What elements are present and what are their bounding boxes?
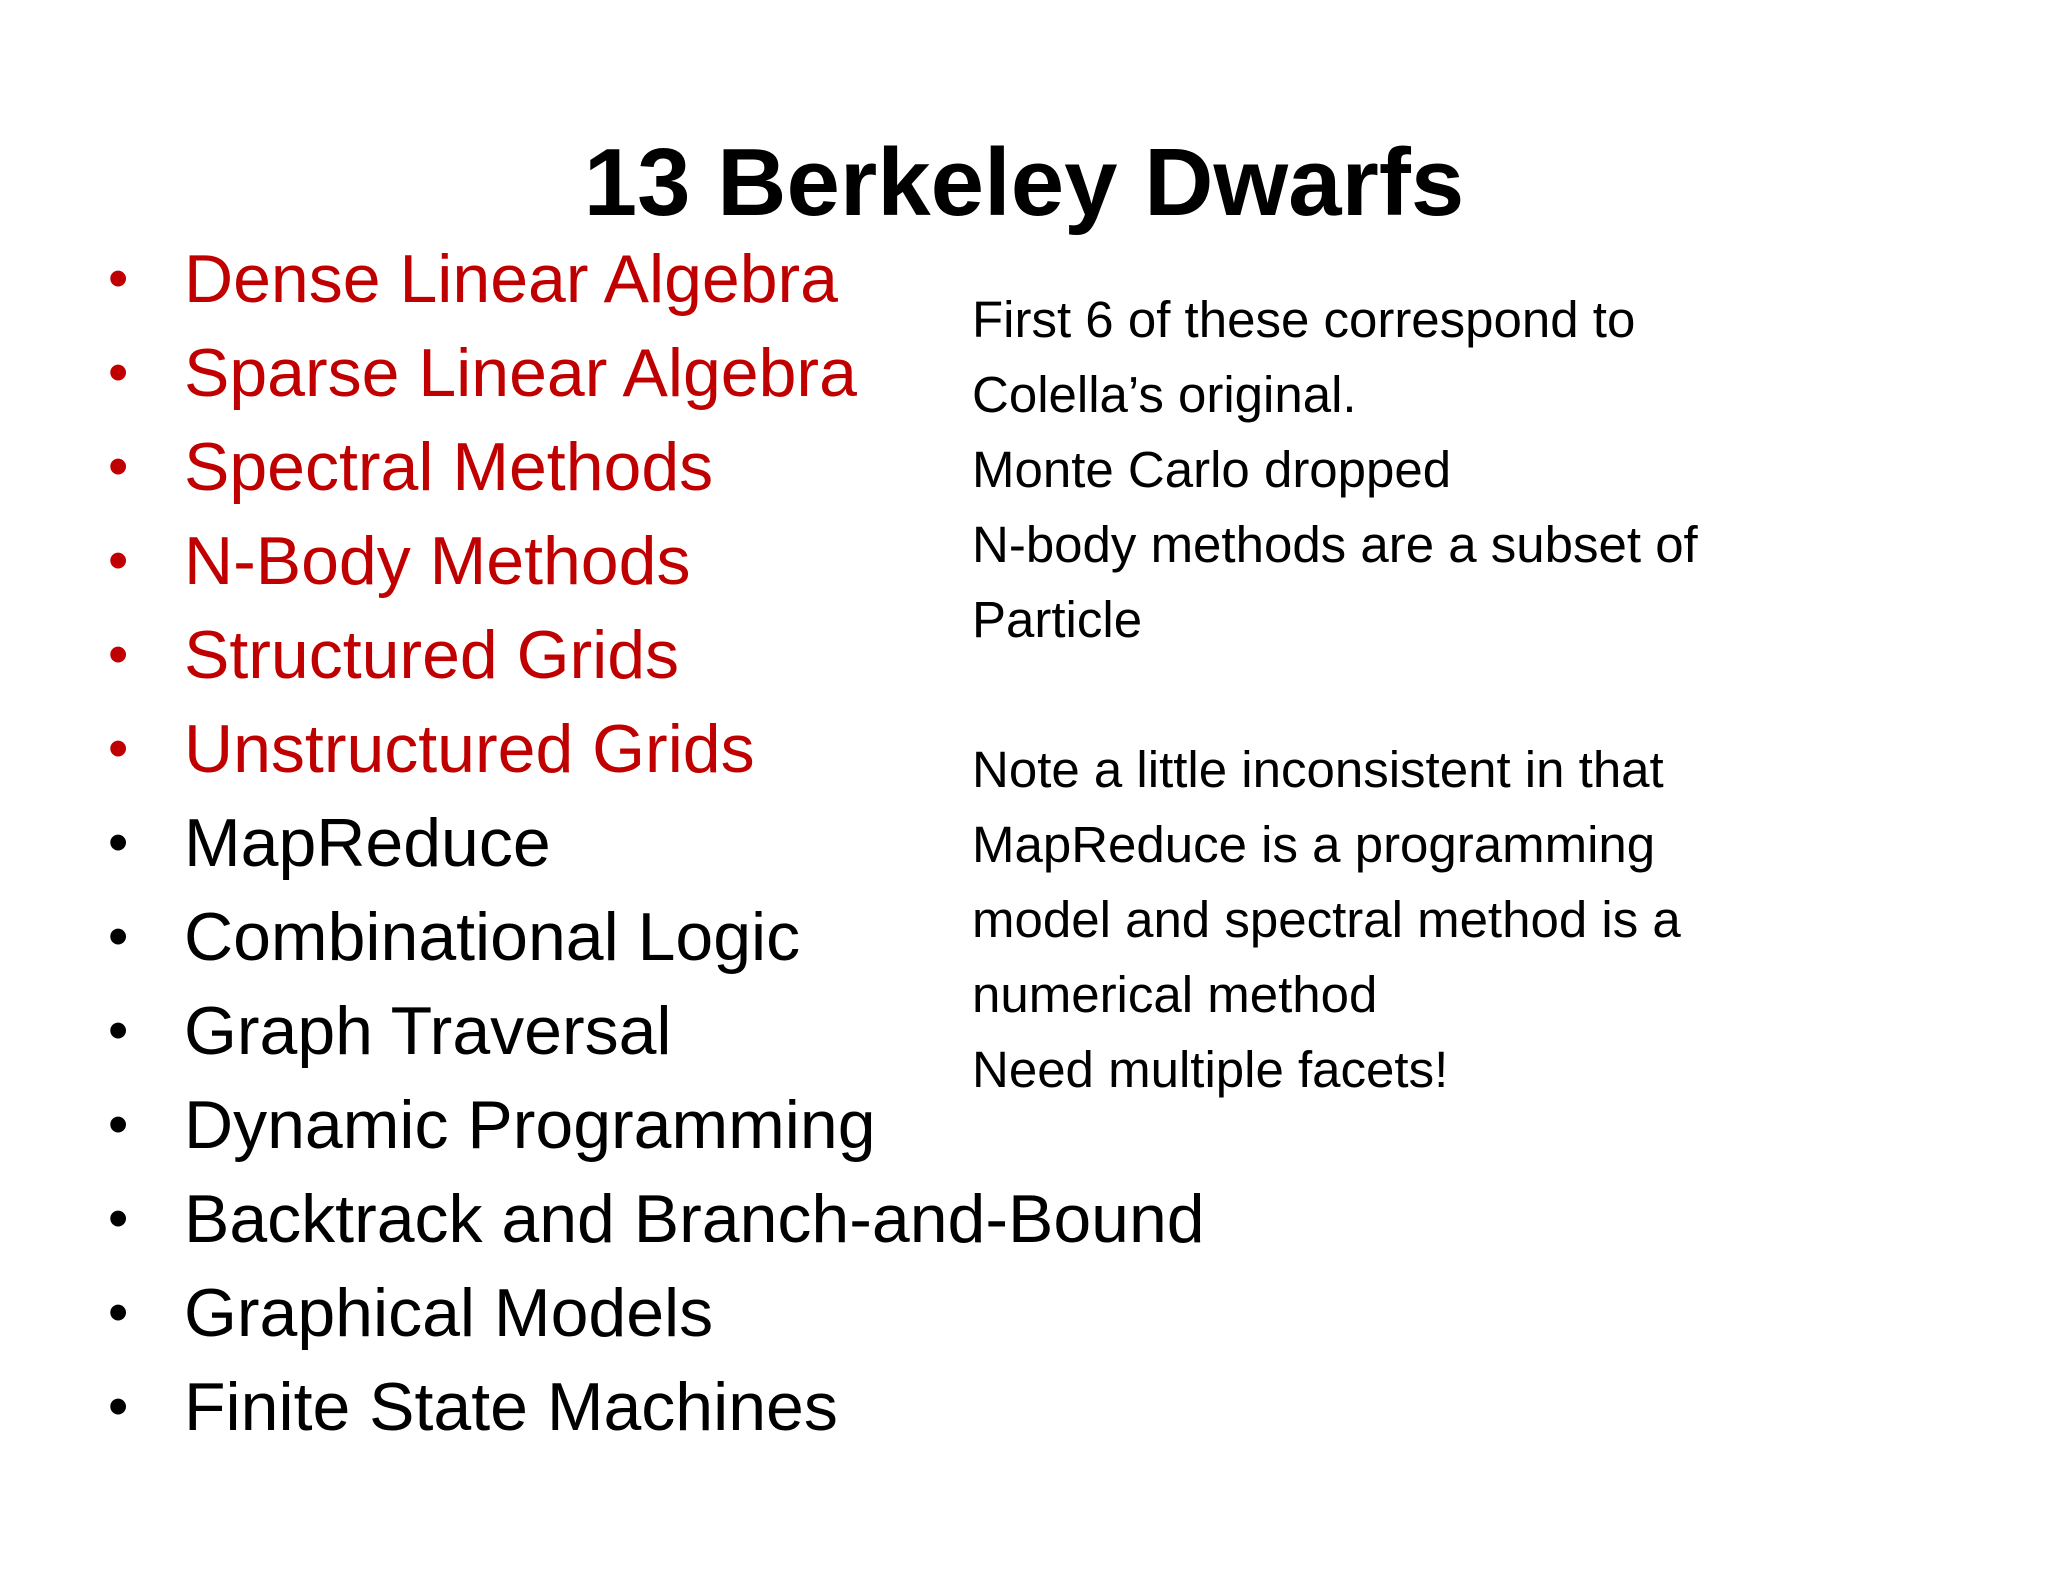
bullet-icon: • — [108, 528, 129, 593]
dwarf-label: Structured Grids — [184, 617, 680, 693]
dwarf-label: MapReduce — [184, 805, 551, 881]
bullet-icon: • — [108, 1280, 129, 1345]
bullet-icon: • — [108, 1092, 129, 1157]
bullet-icon: • — [108, 1186, 129, 1251]
note-line: Need multiple facets! — [972, 1041, 1449, 1098]
bullet-icon: • — [108, 246, 129, 311]
bullet-icon: • — [108, 434, 129, 499]
bullet-icon: • — [108, 810, 129, 875]
dwarf-label: Combinational Logic — [184, 899, 801, 975]
dwarf-label: Unstructured Grids — [184, 711, 755, 787]
bullet-icon: • — [108, 998, 129, 1063]
dwarf-item — [108, 1266, 1205, 1360]
dwarf-label: N-Body Methods — [184, 523, 691, 599]
note-line: Particle — [972, 591, 1143, 648]
paragraph-spacer — [972, 657, 1972, 732]
note-line: First 6 of these correspond to — [972, 291, 1636, 348]
dwarf-item — [108, 1172, 1205, 1266]
slide-title: 13 Berkeley Dwarfs — [583, 129, 1465, 236]
note-line: Monte Carlo dropped — [972, 441, 1452, 498]
bullet-icon: • — [108, 716, 129, 781]
note-line: Colella’s original. — [972, 366, 1357, 423]
dwarf-label: Graph Traversal — [184, 993, 672, 1069]
note-line: MapReduce is a programming — [972, 816, 1656, 873]
bullet-icon: • — [108, 904, 129, 969]
note-line: model and spectral method is a — [972, 891, 1681, 948]
dwarf-label: Spectral Methods — [184, 429, 714, 505]
dwarf-label: Finite State Machines — [184, 1369, 838, 1445]
note-line: numerical method — [972, 966, 1378, 1023]
note-line: Note a little inconsistent in that — [972, 741, 1664, 798]
dwarf-item — [108, 1360, 1205, 1454]
bullet-icon: • — [108, 1374, 129, 1439]
dwarf-label: Backtrack and Branch-and-Bound — [184, 1181, 1205, 1257]
dwarf-label: Dynamic Programming — [184, 1087, 876, 1163]
dwarf-label: Sparse Linear Algebra — [184, 335, 857, 411]
notes-panel — [972, 282, 1972, 1107]
note-line: N-body methods are a subset of — [972, 516, 1698, 573]
bullet-icon: • — [108, 340, 129, 405]
dwarf-label: Dense Linear Algebra — [184, 241, 839, 317]
dwarf-label: Graphical Models — [184, 1275, 714, 1351]
bullet-icon: • — [108, 622, 129, 687]
